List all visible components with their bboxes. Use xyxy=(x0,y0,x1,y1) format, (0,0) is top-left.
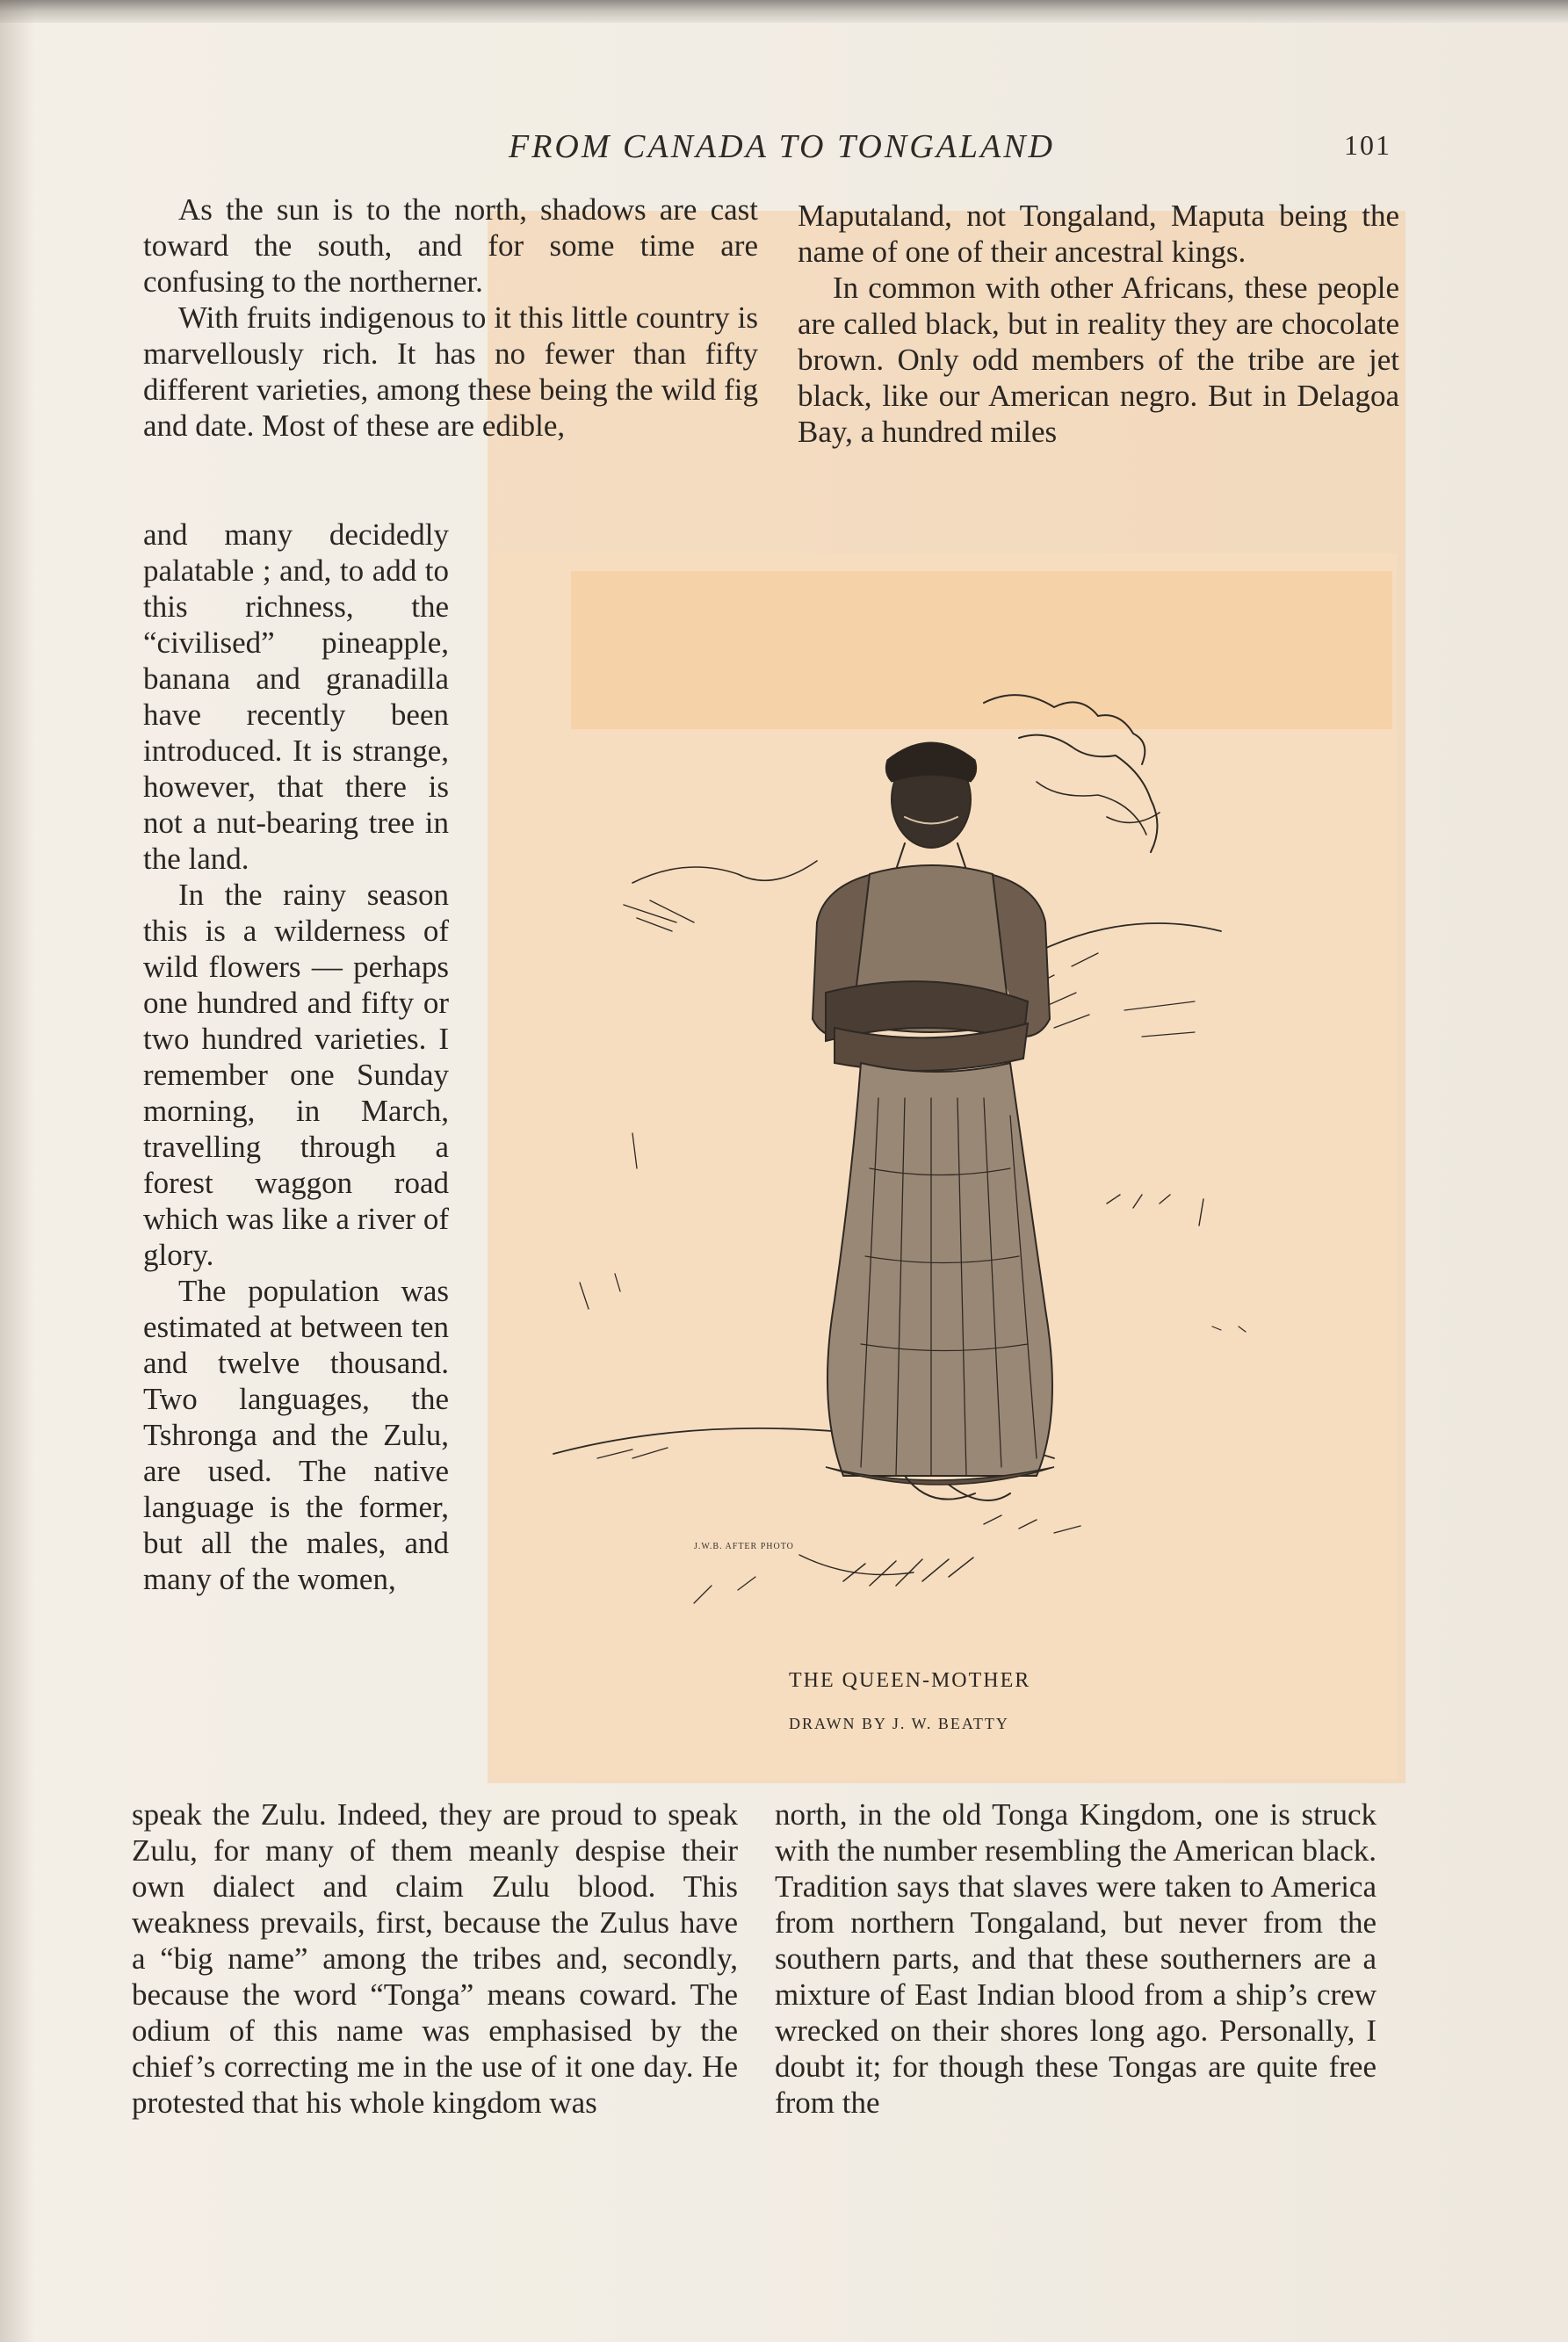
paragraph: and many decidedly palatable ; and, to add to this richness, the “civilised” pineapple, banana and granadilla have recently been introduced. It is strange, however, that there is not a nut-bearing tree in the land. xyxy=(143,517,449,876)
paragraph: In common with other Africans, these people are called black, but in reality they are chocolate brown. Only odd members of the tribe are jet black, like our American negro. But in Delagoa Bay, a hundred miles xyxy=(798,271,1399,449)
queen-mother-illustration xyxy=(492,553,1397,1660)
right-column-top xyxy=(798,198,1399,450)
paragraph: With fruits indigenous to it this little country is marvellously rich. It has no fewer than fifty different varieties, among these being the wild fig and date. Most of these are edible, xyxy=(143,300,758,443)
artist-signature: J.W.B. AFTER PHOTO xyxy=(694,1542,794,1551)
left-column-top xyxy=(143,192,758,444)
gutter-shadow xyxy=(0,0,35,2342)
paragraph: speak the Zulu. Indeed, they are proud to speak Zulu, for many of them meanly despise their own dialect and claim Zulu blood. This weakness prevails, first, because the Zulus have a “big name” among the tribes and, secondly, because the word “Tonga” means coward. The odium of this name was emphasised by the chief’s correcting me in the use of it one day. He protested that his whole kingdom was xyxy=(132,1797,738,2120)
paragraph: The population was estimated at between ten and twelve thousand. Two languages, the Tshronga and the Zulu, are used. The native language is the former, but all the males, and many of the women, xyxy=(143,1274,449,1596)
caption-title: THE QUEEN-MOTHER xyxy=(789,1669,1031,1692)
paragraph: north, in the old Tonga Kingdom, one is struck with the number resembling the American black. Tradition says that slaves were taken to America from northern Tongaland, but never from the southern parts, and that these southerners are a mixture of East Indian blood from a ship’s crew wrecked on their shores long ago. Personally, I doubt it; for though these Tongas are quite free from the xyxy=(775,1797,1377,2120)
paragraph: Maputaland, not Tongaland, Maputa being the name of one of their ancestral kings. xyxy=(798,199,1399,269)
illustration-figure xyxy=(492,553,1397,1779)
page-header xyxy=(0,127,1568,171)
left-column-narrow xyxy=(143,517,449,1597)
page-top-edge xyxy=(0,0,1568,23)
paragraph: In the rainy season this is a wilderness of wild flowers — perhaps one hundred and fifty or two hundred varieties. I remember one Sunday morning, in March, travelling through a forest waggon road which was like a river of glory. xyxy=(143,878,449,1272)
paragraph: As the sun is to the north, shadows are cast toward the south, and for some time are confusing to the northerner. xyxy=(143,192,758,299)
right-column-bottom xyxy=(775,1796,1377,2121)
page-number: 101 xyxy=(1344,129,1391,161)
caption-credit: DRAWN BY J. W. BEATTY xyxy=(789,1715,1009,1732)
left-column-bottom xyxy=(132,1796,738,2121)
running-title: FROM CANADA TO TONGALAND xyxy=(508,128,1056,165)
